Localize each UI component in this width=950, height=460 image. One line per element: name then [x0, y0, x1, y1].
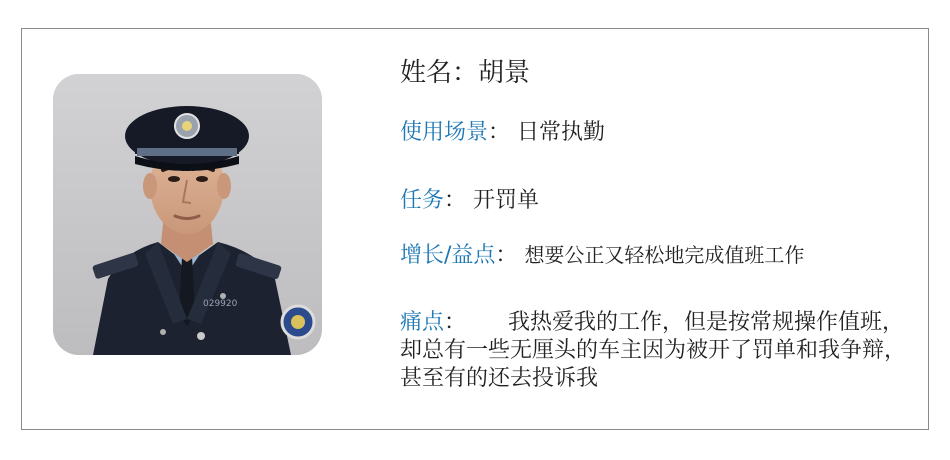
pain-label: 痛点 — [400, 310, 445, 335]
scene-row — [400, 119, 605, 147]
name-row — [400, 59, 530, 87]
goal-row — [400, 241, 804, 270]
pain-colon: ： — [444, 310, 467, 335]
scene-colon: ： — [488, 120, 511, 145]
task-colon: ： — [444, 188, 467, 213]
scene-value: 日常执勤 — [517, 120, 606, 145]
goal-colon: ： — [495, 243, 518, 268]
name-value: 胡景 — [478, 58, 531, 88]
persona-photo — [53, 74, 322, 355]
task-value: 开罚单 — [473, 188, 540, 213]
name-label: 姓名： — [400, 58, 479, 88]
goal-label: 增长/益点 — [400, 243, 496, 268]
task-row — [400, 187, 539, 215]
pain-value: 我热爱我的工作，但是按常规操作值班，却总有一些无厘头的车主因为被开了罚单和我争辩，甚至有的还去投诉我 — [400, 310, 907, 391]
persona-card — [21, 28, 929, 430]
goal-value: 想要公正又轻松地完成值班工作 — [524, 243, 805, 267]
police-officer-portrait — [53, 74, 322, 355]
scene-label: 使用场景 — [400, 120, 489, 145]
badge-number: 029920 — [203, 299, 238, 309]
pain-row — [400, 309, 910, 393]
task-label: 任务 — [400, 188, 445, 213]
